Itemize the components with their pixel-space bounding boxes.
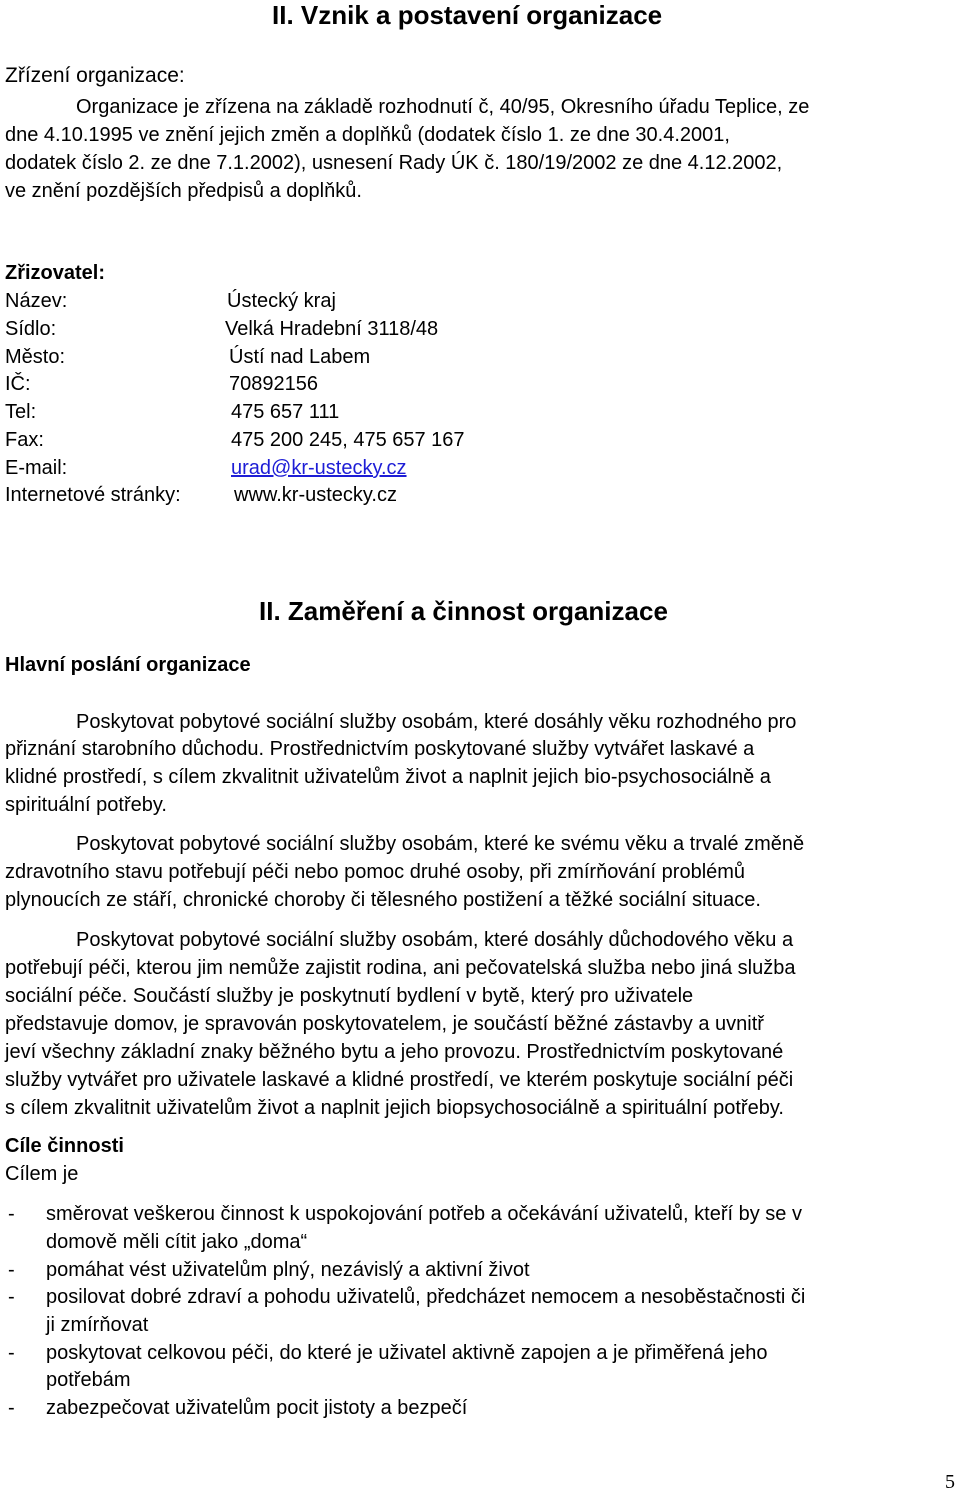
- mission-heading: Hlavní poslání organizace: [5, 654, 251, 676]
- founding-heading: Zřízení organizace:: [5, 64, 185, 87]
- founder-value-ic: 70892156: [229, 373, 318, 395]
- founding-line: dne 4.10.1995 ve znění jejich změn a doplňků (dodatek číslo 1. ze dne 30.4.2001,: [5, 124, 730, 146]
- goals-heading: Cíle činnosti: [5, 1135, 124, 1157]
- goal-item-line: potřebám: [46, 1369, 131, 1391]
- mission-p2-line: plynoucích ze stáří, chronické choroby či tělesného postižení a těžké sociální situace.: [5, 889, 761, 911]
- founder-label-fax: Fax:: [5, 429, 44, 451]
- mission-p3-line: s cílem zkvalitnit uživatelům život a naplnit jejich biopsychosociálně a spirituální potřeby.: [5, 1097, 784, 1119]
- list-bullet: -: [8, 1342, 15, 1364]
- list-bullet: -: [8, 1203, 15, 1225]
- founder-value-web: www.kr-ustecky.cz: [234, 484, 397, 506]
- founder-label-name: Název:: [5, 290, 68, 312]
- founder-label-seat: Sídlo:: [5, 318, 57, 340]
- goal-item-line: ji zmírňovat: [46, 1314, 149, 1336]
- founder-label-email: E-mail:: [5, 457, 68, 479]
- mission-p3-line: služby vytvářet pro uživatele laskavé a klidné prostředí, ve kterém poskytuje sociální péči: [5, 1069, 794, 1091]
- founder-value-seat: Velká Hradební 3118/48: [225, 318, 439, 340]
- email-link[interactable]: urad@kr-ustecky.cz: [231, 457, 407, 479]
- mission-p3-line: potřebují péči, kterou jim nemůže zajistit rodina, ani pečovatelská služba nebo jiná služba: [5, 957, 796, 979]
- mission-p1-line: Poskytovat pobytové sociální služby osobám, které dosáhly věku rozhodného pro: [76, 711, 797, 733]
- mission-p3-line: Poskytovat pobytové sociální služby osobám, které dosáhly důchodového věku a: [76, 929, 794, 951]
- goal-item-line: domově měli cítit jako „doma“: [46, 1231, 308, 1253]
- mission-p3-line: sociální péče. Součástí služby je poskytnutí bydlení v bytě, který pro uživatele: [5, 985, 694, 1007]
- goal-item-line: poskytovat celkovou péči, do které je uživatel aktivně zapojen a je přiměřená jeho: [46, 1342, 768, 1364]
- founder-heading: Zřizovatel:: [5, 262, 106, 284]
- goal-item-line: směrovat veškerou činnost k uspokojování potřeb a očekávání uživatelů, kteří by se v: [46, 1203, 802, 1225]
- goal-item-line: posilovat dobré zdraví a pohodu uživatelů, předcházet nemocem a nesoběstačnosti či: [46, 1286, 806, 1308]
- mission-p1-line: spirituální potřeby.: [5, 794, 167, 816]
- goal-item-line: pomáhat vést uživatelům plný, nezávislý a aktivní život: [46, 1259, 530, 1281]
- founding-line: Organizace je zřízena na základě rozhodnutí č, 40/95, Okresního úřadu Teplice, ze: [76, 96, 810, 118]
- mission-p3-line: jeví všechny základní znaky běžného bytu a jeho provozu. Prostřednictvím poskytované: [5, 1041, 784, 1063]
- list-bullet: -: [8, 1397, 15, 1419]
- page-number: 5: [945, 1471, 955, 1493]
- mission-p1-line: přiznání starobního důchodu. Prostřednictvím poskytované služby vytvářet laskavé a: [5, 738, 755, 760]
- mission-p2-line: Poskytovat pobytové sociální služby osobám, které ke svému věku a trvalé změně: [76, 833, 805, 855]
- goals-intro: Cílem je: [5, 1163, 79, 1185]
- mission-p1-line: klidné prostředí, s cílem zkvalitnit uživatelům život a naplnit jejich bio-psychosociálně a: [5, 766, 771, 788]
- founder-label-web: Internetové stránky:: [5, 484, 181, 506]
- section-title-activity: II. Zaměření a činnost organizace: [259, 596, 668, 626]
- founder-value-tel: 475 657 111: [231, 401, 340, 423]
- mission-p3-line: představuje domov, je spravován poskytovatelem, je součástí běžné zástavby a uvnitř: [5, 1013, 764, 1035]
- founding-line: dodatek číslo 2. ze dne 7.1.2002), usnesení Rady ÚK č. 180/19/2002 ze dne 4.12.2002,: [5, 152, 783, 174]
- mission-p2-line: zdravotního stavu potřebují péči nebo pomoc druhé osoby, při zmírňování problémů: [5, 861, 746, 883]
- founder-label-city: Město:: [5, 346, 66, 368]
- list-bullet: -: [8, 1286, 15, 1308]
- section-title-origin: II. Vznik a postavení organizace: [272, 0, 663, 30]
- founder-value-name: Ústecký kraj: [227, 290, 336, 312]
- founder-value-city: Ústí nad Labem: [229, 346, 371, 368]
- founder-label-ic: IČ:: [5, 373, 31, 395]
- goal-item-line: zabezpečovat uživatelům pocit jistoty a bezpečí: [46, 1397, 468, 1419]
- founder-label-tel: Tel:: [5, 401, 37, 423]
- founding-line: ve znění pozdějších předpisů a doplňků.: [5, 180, 362, 202]
- list-bullet: -: [8, 1259, 15, 1281]
- founder-value-fax: 475 200 245, 475 657 167: [231, 429, 465, 451]
